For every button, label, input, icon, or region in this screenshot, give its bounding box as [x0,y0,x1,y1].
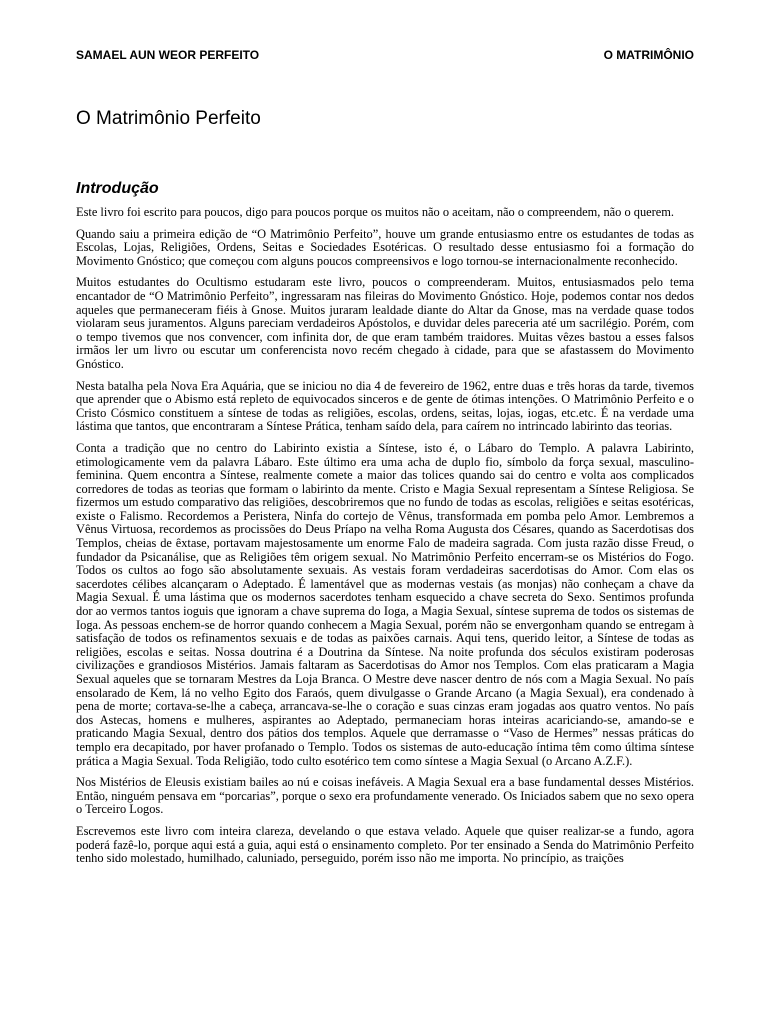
paragraph: Muitos estudantes do Ocultismo estudaram este livro, poucos o compreenderam. Muitos, entusiasmados pelo tema encantador de “O Matrimônio Perfeito”, ingressaram nas fileiras do Movimento Gnóstico. Hoje, podemos contar nos dedos aqueles que permaneceram fiéis à Gnose. Muitos juraram lealdade diante do Altar da Gnose, mas na verdade quase todos violaram seus juramentos. Alguns pareciam verdadeiros Apóstolos, e duvidar deles pareceria até um sacrilégio. Porém, com o tempo tivemos que nos convencer, com infinita dor, de que eram também traidores. Muitas vêzes bastou a esses falsos irmãos ler um livro ou escutar um conferencista novo recém chegado à cidade, para que se afastassem do Movimento Gnóstico. [76,275,694,371]
section-heading: Introdução [76,180,159,197]
document-title: O Matrimônio Perfeito [76,108,261,129]
paragraph: Nesta batalha pela Nova Era Aquária, que se iniciou no dia 4 de fevereiro de 1962, entre duas e três horas da tarde, tivemos que aprender que o Abismo está repleto de equivocados sinceros e de gente de ótimas intenções. O Matrimônio Perfeito e o Cristo Cósmico constituem a síntese de todas as religiões, escolas, ordens, seitas, lojas, iogas, etc.etc. É na verdade uma lástima que tantos, que encontraram a Síntese Prática, tenham saído dela, para caírem no intrincado labirinto das teorias. [76,378,694,434]
body-text [76,206,694,874]
paragraph: Quando saiu a primeira edição de “O Matrimônio Perfeito”, houve um grande entusiasmo entre os estudantes de todas as Escolas, Lojas, Religiões, Ordens, Seitas e Sociedades Esotéricas. O resultado desse entusiasmo foi a formação do Movimento Gnóstico; que começou com alguns poucos compreensivos e logo tornou-se internacionalmente reconhecido. [76,226,694,268]
paragraph: Este livro foi escrito para poucos, digo para poucos porque os muitos não o aceitam, não o compreendem, não o querem. [76,205,675,219]
running-header-right: O MATRIMÔNIO [603,48,694,62]
paragraph: Conta a tradição que no centro do Labirinto existia a Síntese, isto é, o Lábaro do Templo. A palavra Labirinto, etimologicamente vem da palavra Lábaro. Este último era uma acha de duplo fio, símbolo da força sexual, masculino-feminina. Quem encontra a Síntese, realmente comete a maior das tolices quando sai do centro e volta aos complicados corredores de todas as teorias que formam o labirinto da mente. Cristo e Magia Sexual representam a Síntese Religiosa. Se fizermos um estudo comparativo das religiões, descobriremos que no fundo de todas as escolas, religiões e seitas esotéricas, existe o Falismo. Recordemos a Peristera, Ninfa do cortejo de Vênus, transformada em pomba pelo Amor. Lembremos a Vênus Virtuosa, recordemos as procissões do Deus Príapo na velha Roma Augusta dos Césares, quando as Sacerdotisas dos Templos, cheias de êxtase, portavam majestosamente um enorme Falo de madeira sagrada. Com justa razão disse Freud, o fundador da Psicanálise, que as Religiões têm origem sexual. No Matrimônio Perfeito encerram-se os Mistérios do Fogo. Todos os cultos ao fogo são absolutamente sexuais. As vestais foram verdadeiras sacerdotisas do Amor. Com elas os sacerdotes célibes alcançaram o Adeptado. É lamentável que as modernas vestais (as monjas) não conheçam a chave da Magia Sexual. É uma lástima que os modernos sacerdotes tenham esquecido a chave secreta do Sexo. Sentimos profunda dor ao vermos tantos ioguis que ignoram a chave suprema do Ioga, a Magia Sexual, síntese suprema de todos os sistemas de Ioga. As pessoas enchem-se de horror quando conhecem a Magia Sexual, porém não se envergonham quando se entregam à satisfação de todos os refinamentos sexuais e de todas as paixões carnais. Aqui tens, querido leitor, a Síntese de todas as religiões, escolas e seitas. Nossa doutrina é a Doutrina da Síntese. Na noite profunda dos séculos existiram poderosas civilizações e grandiosos Mistérios. Jamais faltaram as Sacerdotisas do Amor nos Templos. Com elas praticaram a Magia Sexual aqueles que se tornaram Mestres da Loja Branca. O Mestre deve nascer dentro de nós com a Magia Sexual. No país ensolarado de Kem, lá no velho Egito dos Faraós, quem divulgasse o Grande Arcano (a Magia Sexual), era condenado à pena de morte; cortava-se-lhe a cabeça, arrancava-se-lhe o coração e suas cinzas eram jogadas aos quatro ventos. No país dos Astecas, homens e mulheres, aspirantes ao Adeptado, permaneciam horas inteiras acariciando-se, amando-se e praticando Magia Sexual, dentro dos pátios dos templos. Aquele que derramasse o “Vaso de Hermes” nessas práticas do templo era decapitado, por haver profanado o Templo. Todos os sistemas de auto-educação íntima têm como última síntese prática a Magia Sexual. Toda Religião, todo culto esotérico tem como síntese a Magia Sexual (o Arcano A.Z.F.). [76,440,694,768]
paragraph: Escrevemos este livro com inteira clareza, develando o que estava velado. Aquele que quiser realizar-se a fundo, agora poderá fazê-lo, porque aqui está a guia, aqui está o ensinamento completo. Por ter ensinado a Senda do Matrimônio Perfeito tenho sido molestado, humilhado, caluniado, perseguido, porém isso não me importa. No princípio, as traições [76,823,694,866]
running-header-left: SAMAEL AUN WEOR PERFEITO [76,48,260,62]
paragraph: Nos Mistérios de Eleusis existiam bailes ao nú e coisas inefáveis. A Magia Sexual era a base fundamental desses Mistérios. Então, ninguém pensava em “porcarias”, porque o sexo era profundamente venerado. Os Iniciados sabem que no sexo opera o Terceiro Logos. [76,775,694,817]
